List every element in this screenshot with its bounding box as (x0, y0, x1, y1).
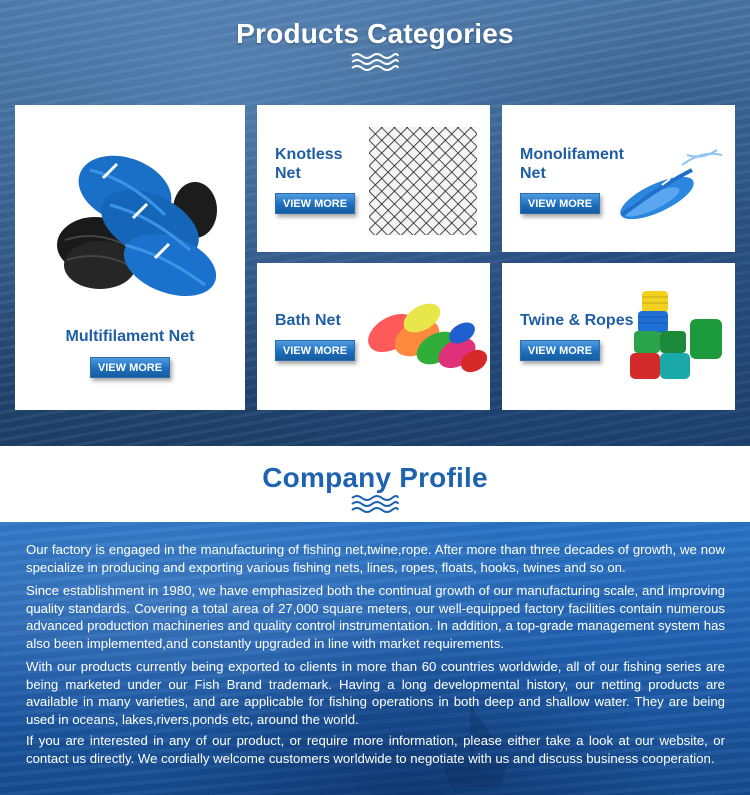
profile-paragraph: If you are interested in any of our product, or require more information, please either take a look at our website, or contact us directly. We cordially welcome customers worldwide to negotiate with us and discuss business cooperation. (26, 733, 725, 766)
profile-paragraph: Our factory is engaged in the manufacturing of fishing net,twine,rope. After more than three decades of growth, we now specialize in producing and exporting various fishing nets, lines, ropes, floats, hooks, twines and so on. (26, 542, 725, 575)
product-card-title: Monolifament Net (520, 146, 624, 182)
view-more-button[interactable]: VIEW MORE (90, 357, 170, 378)
product-card-multifilament[interactable] (15, 105, 245, 410)
profile-title: Company Profile (262, 462, 488, 493)
profile-paragraph: Since establishment in 1980, we have emphasized both the continual growth of our manufacturing scale, and improving quality standards. Covering a total area of 27,000 square meters, our well-equipped factory facilities contain numerous advanced production machineries and quality control instrumentation. In addition, a top-grade management system has also been implemented,and constantly upgraded in line with market requirements. (26, 583, 725, 651)
product-card-title: Bath Net (275, 312, 341, 329)
product-card-title: Knotless Net (275, 146, 343, 182)
wave-divider-icon (350, 52, 400, 72)
wave-divider-icon (350, 494, 400, 514)
company-profile-body (0, 522, 750, 795)
bath-net-image (362, 293, 487, 378)
product-card-monofilament[interactable] (502, 105, 735, 252)
product-card-knotless[interactable] (257, 105, 490, 252)
product-card-twine-ropes[interactable] (502, 263, 735, 410)
multifilament-net-image (55, 150, 220, 300)
profile-paragraph: With our products currently being exported to clients in more than 60 countries worldwide, all of our fishing series are being marketed under our Fish Brand trademark. Having a long developmental history, our netting products are available in many varieties, and are applicable for fishing operations in both deep and shallow water. They are being used in oceans, lakes,rivers,ponds etc, around the world. (26, 659, 725, 727)
products-title: Products Categories (236, 18, 514, 49)
product-card-title: Multifilament Net (65, 328, 195, 345)
company-profile-header (0, 446, 750, 522)
twine-ropes-image (630, 285, 730, 385)
product-card-title: Twine & Ropes (520, 312, 634, 329)
view-more-button[interactable]: VIEW MORE (275, 340, 355, 361)
product-card-bath-net[interactable] (257, 263, 490, 410)
view-more-button[interactable]: VIEW MORE (520, 340, 600, 361)
view-more-button[interactable]: VIEW MORE (275, 193, 355, 214)
view-more-button[interactable]: VIEW MORE (520, 193, 600, 214)
knotless-net-image (369, 127, 477, 235)
monofilament-net-image (612, 140, 727, 225)
